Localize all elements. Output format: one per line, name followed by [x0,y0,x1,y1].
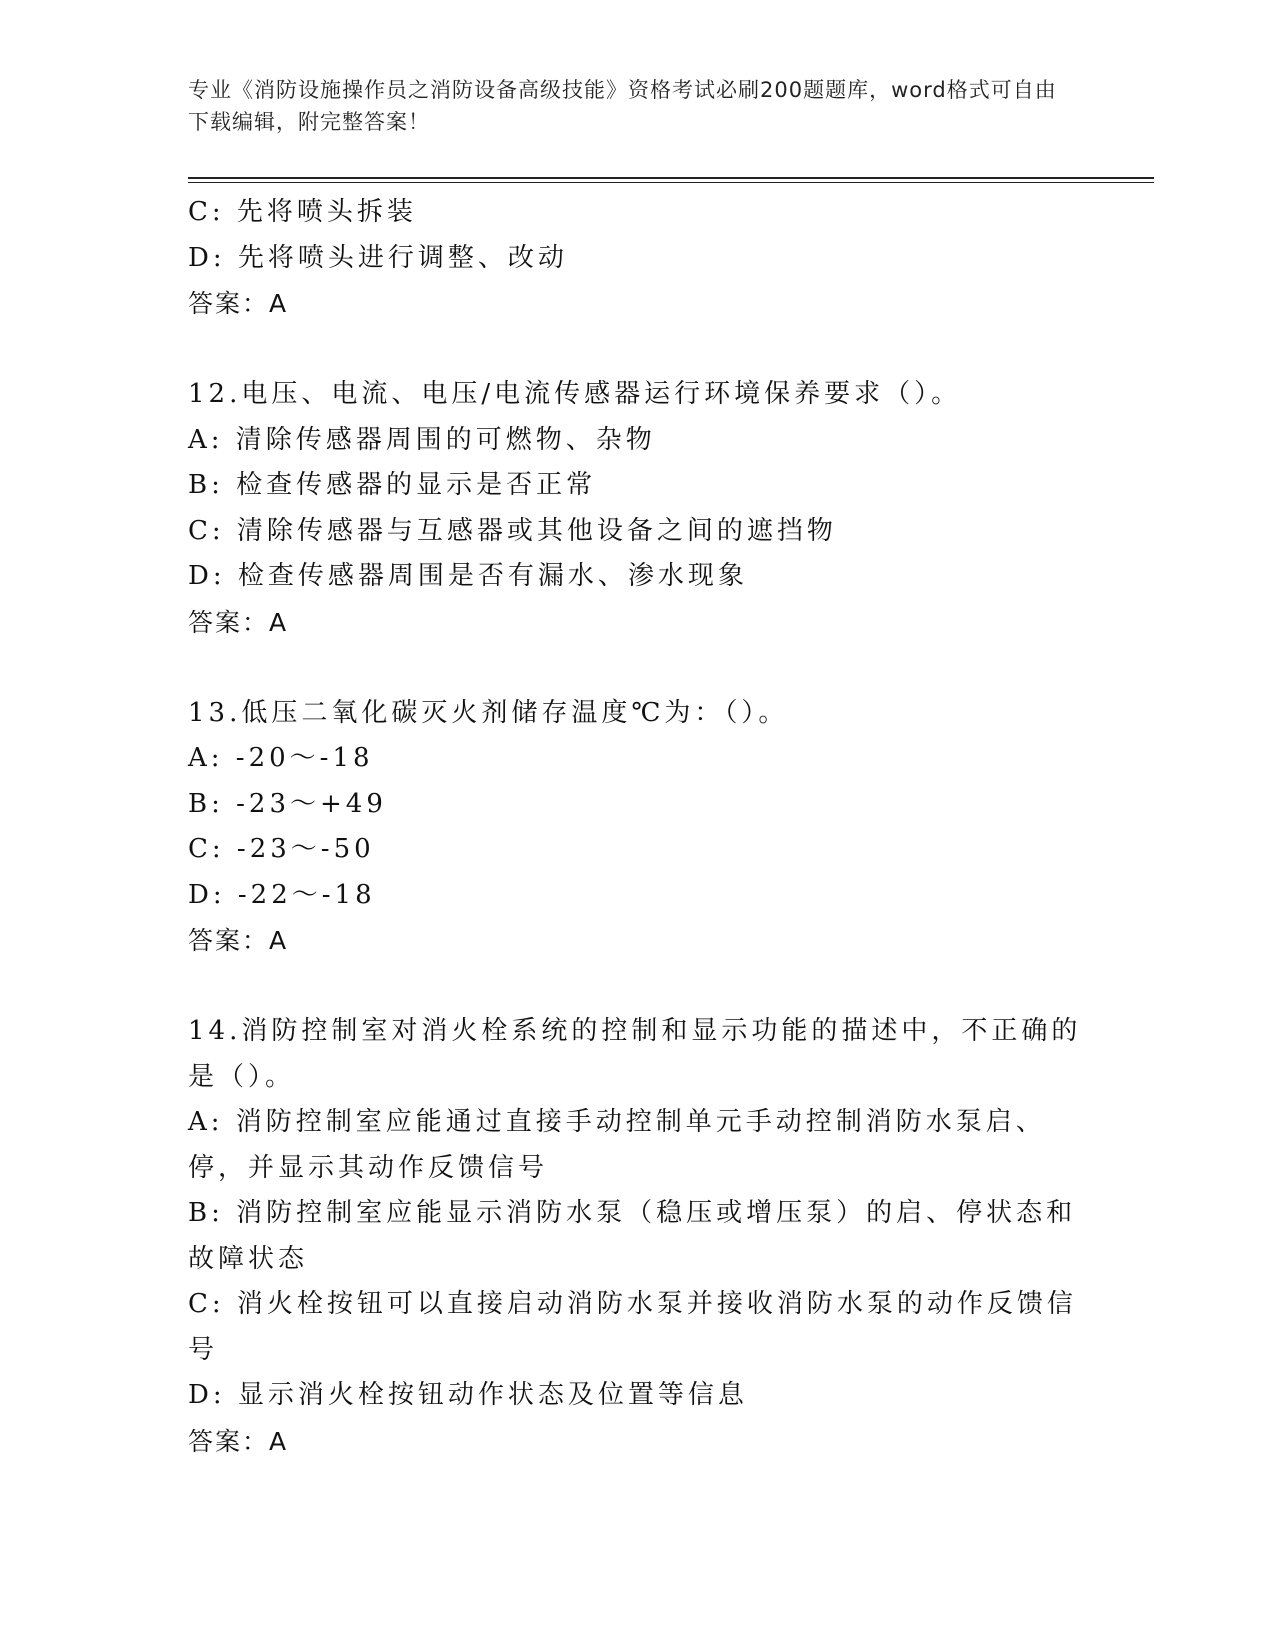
header-rule-thick [188,177,1154,179]
header-rule-thin [188,182,1154,183]
option-c: C: 消火栓按钮可以直接启动消防水泵并接收消防水泵的动作反馈信号 [188,1289,1077,1365]
question-stem: 13.低压二氧化碳灭火剂储存温度℃为：（）。 [188,697,789,728]
answer-label: 答案：A [188,1426,289,1456]
option-c: C: 先将喷头拆装 [188,197,417,227]
option-d: D: 检查传感器周围是否有漏水、渗水现象 [188,561,748,591]
option-a: A: 消防控制室应能通过直接手动控制单元手动控制消防水泵启、停，并显示其动作反馈信号 [188,1107,1046,1183]
option-d: D: 显示消火栓按钮动作状态及位置等信息 [188,1380,748,1410]
question-list [188,190,1088,1510]
question-13 [188,691,1088,964]
question-11-tail [188,190,1088,327]
option-b: B: 检查传感器的显示是否正常 [188,470,597,500]
document-header: 专业《消防设施操作员之消防设备高级技能》资格考试必刷200题题库，word格式可自由下载编辑，附完整答案！ [188,78,1057,134]
answer-label: 答案：A [188,289,289,318]
option-a: A: 清除传感器周围的可燃物、杂物 [188,424,656,455]
option-c: C: 清除传感器与互感器或其他设备之间的遮挡物 [188,515,837,546]
option-a: A: -20～-18 [188,743,374,773]
option-d: D: 先将喷头进行调整、改动 [188,242,568,273]
answer-label: 答案：A [188,926,289,955]
question-12 [188,372,1088,645]
option-c: C: -23～-50 [188,834,375,864]
option-d: D: -22～-18 [188,879,376,910]
question-stem: 12.电压、电流、电压/电流传感器运行环境保养要求（）。 [188,379,962,409]
answer-label: 答案：A [188,607,289,637]
option-b: B: -23～+49 [188,788,387,819]
question-14 [188,1009,1088,1464]
option-b: B: 消防控制室应能显示消防水泵（稳压或增压泵）的启、停状态和故障状态 [188,1198,1077,1274]
question-stem: 14.消防控制室对消火栓系统的控制和显示功能的描述中，不正确的是（）。 [188,1016,1082,1092]
